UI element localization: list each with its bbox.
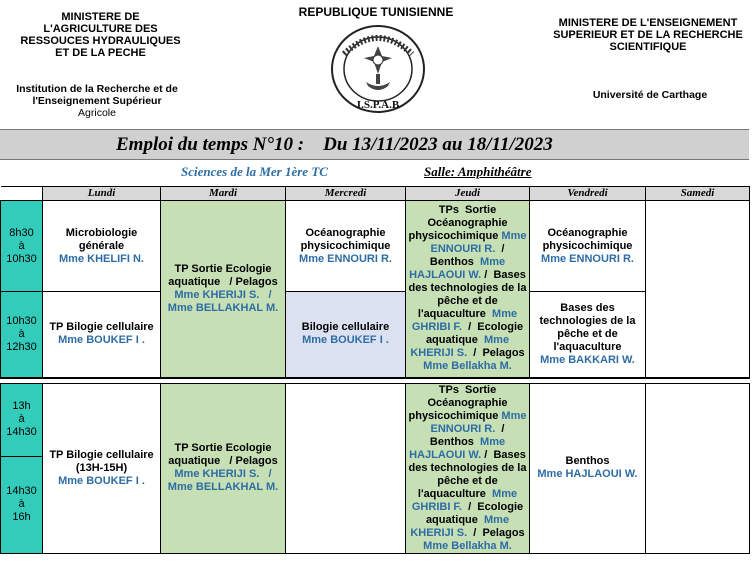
course-title: TP Sortie Ecologie aquatique / Pelagos (168, 262, 278, 288)
slot-vendredi-1 (530, 201, 646, 292)
course-prof: Mme BOUKEF I . (58, 474, 145, 487)
time-label: 8h30 à 10h30 (6, 226, 37, 265)
left-ministry-line: MINISTERE DE (61, 11, 140, 23)
slot-vendredi-pm (530, 383, 646, 553)
course-text: / Benthos (429, 243, 511, 269)
time-slot-3 (1, 383, 43, 457)
course-prof: Mme GHRIBI F. (411, 308, 521, 334)
slot-mercredi-pm (286, 383, 406, 553)
republic-title: REPUBLIQUE TUNISIENNE (298, 5, 454, 19)
course-prof: Mme Bellakha M. (423, 539, 512, 552)
time-label: 13h à 14h30 (6, 400, 37, 439)
course-title: Benthos (565, 455, 610, 467)
slot-lundi-1 (43, 201, 161, 292)
right-ministry-line: SUPERIEUR ET DE LA RECHERCHE (553, 29, 743, 41)
course-prof: Mme ENNOURI R. (541, 252, 634, 265)
left-ministry (8, 11, 193, 59)
course-prof: Mme KHERIJI S. (410, 513, 513, 539)
slot-jeudi-pm (406, 383, 530, 553)
left-ministry-line: L'AGRICULTURE DES (43, 23, 158, 35)
time-label: 14h30 à 16h (6, 485, 37, 524)
course-prof: Mme ENNOURI R. (299, 252, 392, 265)
slot-lundi-2 (43, 292, 161, 378)
slot-jeudi-am (406, 201, 530, 378)
course-title: TP Bilogie cellulaire (49, 321, 154, 334)
left-institution-line: l'Enseignement Supérieur (32, 95, 162, 107)
left-institution-line: Agricole (78, 107, 116, 119)
course-prof: Mme ENNOURI R. (430, 230, 530, 256)
course-prof: Mme KHELIFI N. (59, 252, 144, 265)
course-prof: Mme KHERIJI S. / Mme BELLAKHAL M. (167, 468, 281, 493)
course-prof: Mme KHERIJI S. / Mme BELLAKHAL M. (167, 288, 281, 314)
right-ministry-line: MINISTERE DE L'ENSEIGNEMENT (558, 17, 738, 29)
day-header-lundi: Lundi (43, 187, 161, 201)
course-prof: Mme ENNOURI R. (430, 409, 530, 435)
course-prof: Mme BOUKEF I . (302, 334, 389, 347)
course-prof: Mme BAKKARI W. (540, 353, 635, 366)
timetable (0, 186, 750, 554)
course-title: Océanographie physicochimique (300, 226, 391, 252)
day-header-jeudi: Jeudi (406, 187, 530, 201)
day-header-mardi: Mardi (161, 187, 286, 201)
course-text: / Pelagos (467, 526, 531, 539)
course-title: TP Bilogie cellulaire (13H-15H) (49, 448, 154, 474)
slot-samedi-am (646, 201, 750, 378)
time-label: 10h30 à 12h30 (6, 314, 37, 353)
right-university: Université de Carthage (592, 89, 708, 101)
course-title: Microbiologie générale (65, 226, 138, 252)
corner-cell (1, 187, 43, 201)
course-prof: Mme HAJLAOUI W. (409, 256, 509, 282)
left-institution (6, 83, 188, 119)
right-ministry (548, 17, 748, 53)
ispab-logo (330, 24, 426, 116)
left-ministry-line: ET DE LA PECHE (55, 47, 146, 59)
course-prof: Mme HAJLAOUI W. (409, 435, 509, 461)
course-text: / Ecologie aquatique (425, 500, 527, 526)
course-prof: Mme BOUKEF I . (58, 334, 145, 347)
left-institution-line: Institution de la Recherche et de (16, 83, 178, 95)
course-prof: Mme GHRIBI F. (411, 487, 521, 513)
class-name: Sciences de la Mer 1ère TC (181, 164, 328, 179)
time-slot-4 (1, 457, 43, 553)
course-title: Bilogie cellulaire (301, 321, 390, 334)
left-ministry-line: RESSOUCES HYDRAULIQUES (20, 35, 181, 47)
logo-text: I.S.P.A.B (356, 99, 400, 111)
room-label: Salle: Amphithéâtre (424, 164, 532, 179)
course-title: Bases des technologies de la pêche et de l'aquaculture (539, 301, 636, 353)
slot-lundi-pm (43, 383, 161, 553)
course-title: Océanographie physicochimique (542, 226, 633, 252)
course-text: / Ecologie aquatique (425, 321, 527, 347)
slot-mardi-am (161, 201, 286, 378)
slot-vendredi-2 (530, 292, 646, 378)
course-title: TP Sortie Ecologie aquatique / Pelagos (168, 442, 278, 467)
day-header-mercredi: Mercredi (286, 187, 406, 201)
course-prof: Mme KHERIJI S. (410, 334, 513, 360)
slot-mardi-pm (161, 383, 286, 553)
right-ministry-line: SCIENTIFIQUE (609, 41, 687, 53)
course-text: TPs Sortie Océanographie physicochimique (408, 383, 511, 422)
schedule-title: Emploi du temps N°10 : Du 13/11/2023 au 18/11/2023 (116, 134, 553, 155)
course-text: TPs Sortie Océanographie physicochimique (408, 204, 511, 243)
slot-mercredi-1 (286, 201, 406, 292)
time-slot-2 (1, 292, 43, 378)
course-prof: Mme Bellakha M. (423, 360, 512, 373)
slot-mercredi-2 (286, 292, 406, 378)
course-text: / Bases des technologies de la pêche et de l'aquaculture (408, 448, 530, 500)
day-header-vendredi: Vendredi (530, 187, 646, 201)
slot-samedi-pm (646, 383, 750, 553)
day-header-samedi: Samedi (646, 187, 750, 201)
time-slot-1 (1, 201, 43, 292)
course-text: / Bases des technologies de la pêche et de l'aquaculture (408, 269, 530, 321)
schedule-title-bar (0, 129, 749, 160)
course-prof: Mme HAJLAOUI W. (537, 468, 638, 480)
course-text: / Pelagos (467, 347, 531, 360)
course-text: / Benthos (429, 422, 511, 448)
